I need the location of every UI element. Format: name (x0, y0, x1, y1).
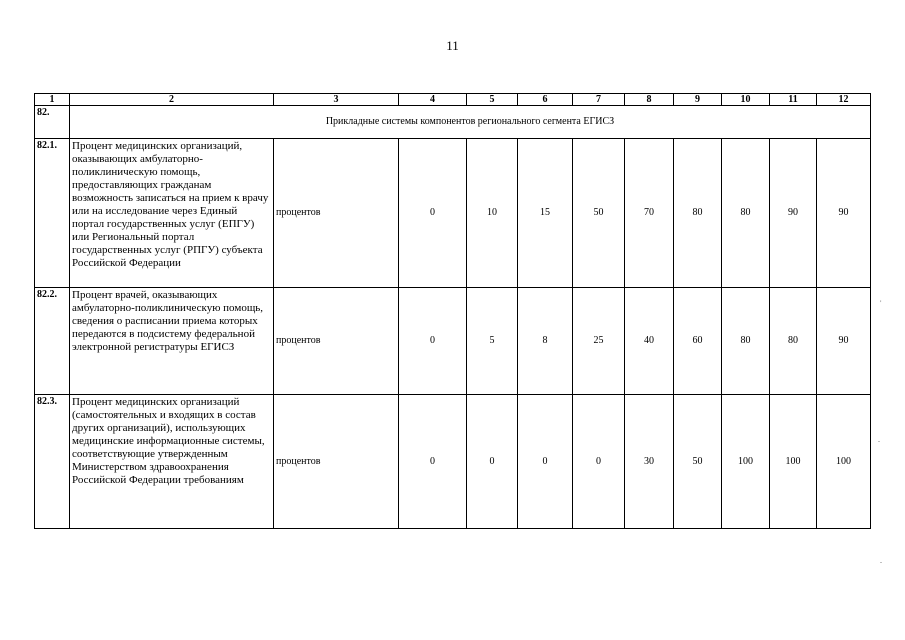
column-header: 4 (399, 94, 467, 106)
value-cell: 80 (674, 138, 722, 287)
column-header: 5 (467, 94, 518, 106)
column-header: 1 (35, 94, 70, 106)
value-cell: 100 (722, 395, 770, 529)
value-cell: 0 (573, 395, 625, 529)
column-number-row (35, 94, 871, 106)
value-cell: 80 (770, 287, 817, 394)
value-cell: 90 (817, 138, 871, 287)
column-header: 7 (573, 94, 625, 106)
section-row (35, 106, 871, 138)
value-cell: 10 (467, 138, 518, 287)
value-cell: 25 (573, 287, 625, 394)
value-cell: 15 (518, 138, 573, 287)
value-cell: 40 (625, 287, 674, 394)
column-header: 12 (817, 94, 871, 106)
value-cell: 30 (625, 395, 674, 529)
row-number: 82.3. (35, 395, 70, 529)
value-cell: 80 (722, 287, 770, 394)
value-cell: 50 (674, 395, 722, 529)
indicator-name: Процент медицинских организаций, оказывающих амбулаторно-поликлиническую помощь, предоставляющих гражданам возможность записаться на прием к врачу или на исследование через Единый портал государственных услуг (ЕПГУ) или Региональный портал государственных услуг (РПГУ) субъекта Российской Федерации (70, 138, 274, 287)
indicators-table (34, 93, 871, 529)
row-number: 82.2. (35, 287, 70, 394)
value-cell: 8 (518, 287, 573, 394)
indicator-name: Процент врачей, оказывающих амбулаторно-поликлиническую помощь, сведения о расписании приема которых передаются в подсистему федеральной электронной регистратуры ЕГИСЗ (70, 287, 274, 394)
column-header: 9 (674, 94, 722, 106)
column-header: 11 (770, 94, 817, 106)
column-header: 6 (518, 94, 573, 106)
section-number: 82. (35, 106, 70, 138)
column-header: 8 (625, 94, 674, 106)
value-cell: 0 (399, 138, 467, 287)
value-cell: 0 (399, 287, 467, 394)
table-row (35, 138, 871, 287)
value-cell: 100 (770, 395, 817, 529)
value-cell: 50 (573, 138, 625, 287)
unit-cell: процентов (274, 287, 399, 394)
value-cell: 90 (817, 287, 871, 394)
value-cell: 0 (467, 395, 518, 529)
table-row (35, 395, 871, 529)
table-row (35, 287, 871, 394)
value-cell: 60 (674, 287, 722, 394)
value-cell: 70 (625, 138, 674, 287)
column-header: 2 (70, 94, 274, 106)
indicator-name: Процент медицинских организаций (самостоятельных и входящих в состав других организаций), использующих медицинские информационные системы, соответствующие утвержденным Министерством здравоохранения Российской Федерации требованиям (70, 395, 274, 529)
scan-speck: - (880, 560, 882, 566)
unit-cell: процентов (274, 395, 399, 529)
row-number: 82.1. (35, 138, 70, 287)
value-cell: 90 (770, 138, 817, 287)
page-number: 11 (446, 38, 459, 53)
value-cell: 0 (399, 395, 467, 529)
value-cell: 80 (722, 138, 770, 287)
section-title: Прикладные системы компонентов регионального сегмента ЕГИСЗ (70, 106, 871, 138)
column-header: 10 (722, 94, 770, 106)
value-cell: 100 (817, 395, 871, 529)
unit-cell: процентов (274, 138, 399, 287)
scan-speck: , (880, 297, 882, 303)
column-header: 3 (274, 94, 399, 106)
value-cell: 5 (467, 287, 518, 394)
scan-speck: - (878, 439, 880, 445)
value-cell: 0 (518, 395, 573, 529)
